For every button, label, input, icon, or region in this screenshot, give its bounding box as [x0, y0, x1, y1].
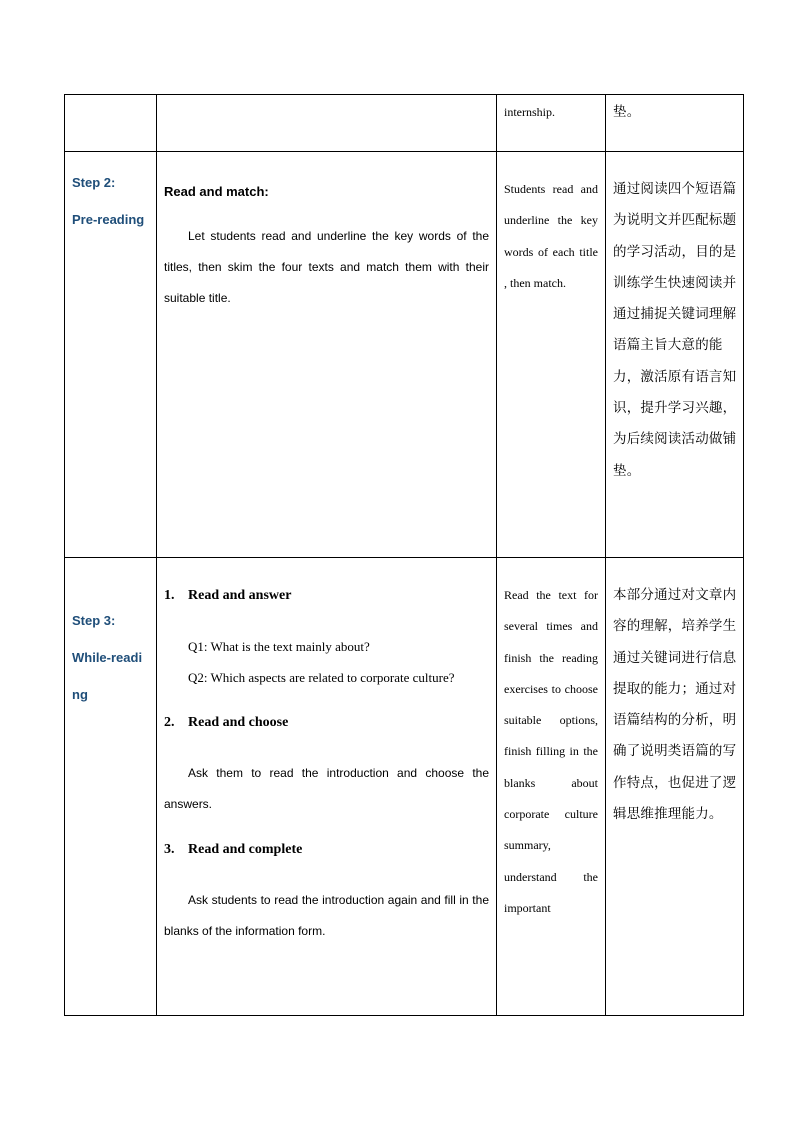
purpose-cell — [606, 95, 744, 152]
step-number: Step 3: — [72, 613, 116, 628]
student-activity-cell — [497, 95, 606, 152]
step-label — [65, 152, 156, 238]
complete-body: Ask students to read the introduction again and fill in the blanks of the information form. — [164, 893, 489, 938]
item-number: 1. — [164, 588, 175, 603]
activity-cell — [157, 95, 497, 152]
step-label — [65, 558, 156, 713]
item-heading-2 — [164, 707, 489, 738]
step-cell — [65, 152, 157, 558]
step-name-line-2: ng — [72, 687, 88, 702]
question-1: Q1: What is the text mainly about? — [188, 639, 370, 654]
choose-body: Ask them to read the introduction and choose the answers. — [164, 766, 489, 811]
table-row-step-2 — [65, 152, 744, 558]
activity-title: Read and match: — [164, 184, 269, 199]
table-row-step-3 — [65, 558, 744, 1016]
activity-cell — [157, 558, 497, 1016]
activity-cell — [157, 152, 497, 558]
question-2: Q2: Which aspects are related to corporate culture? — [188, 670, 455, 685]
item-title: Read and complete — [188, 842, 303, 857]
lesson-plan-table — [64, 94, 744, 1016]
student-activity-text: Read the text for several times and finish the reading exercises to choose suitable options, finish filling in the blanks about corporate culture summary, understand the important — [504, 588, 598, 915]
step-number: Step 2: — [72, 175, 116, 190]
student-activity-cell — [497, 558, 606, 1016]
item-number: 2. — [164, 715, 175, 730]
item-number: 3. — [164, 842, 175, 857]
item-heading-1 — [164, 580, 489, 611]
step-cell — [65, 95, 157, 152]
purpose-cell — [606, 152, 744, 558]
purpose-text: 垫。 — [613, 104, 641, 120]
step-name: Pre-reading — [72, 212, 145, 227]
purpose-cell — [606, 558, 744, 1016]
student-activity-text: Students read and underline the key words of each title , then match. — [504, 182, 598, 290]
student-activity-text: internship. — [504, 105, 555, 119]
item-title: Read and choose — [188, 715, 289, 730]
step-name-line-1: While-readi — [72, 650, 143, 665]
purpose-text: 本部分通过对文章内容的理解，培养学生通过关键词进行信息提取的能力；通过对语篇结构的分析，明确了说明类语篇的写作特点，也促进了逻辑思维推理能力。 — [613, 587, 737, 823]
student-activity-cell — [497, 152, 606, 558]
table-row-continuation — [65, 95, 744, 152]
item-heading-3 — [164, 834, 489, 865]
item-title: Read and answer — [188, 588, 292, 603]
step-cell — [65, 558, 157, 1016]
activity-body: Let students read and underline the key words of the titles, then skim the four texts and match them with their suitable title. — [164, 229, 489, 305]
purpose-text: 通过阅读四个短语篇为说明文并匹配标题的学习活动，目的是训练学生快速阅读并通过捕捉关键词理解语篇主旨大意的能力，激活原有语言知识，提升学习兴趣，为后续阅读活动做铺垫。 — [613, 181, 737, 479]
